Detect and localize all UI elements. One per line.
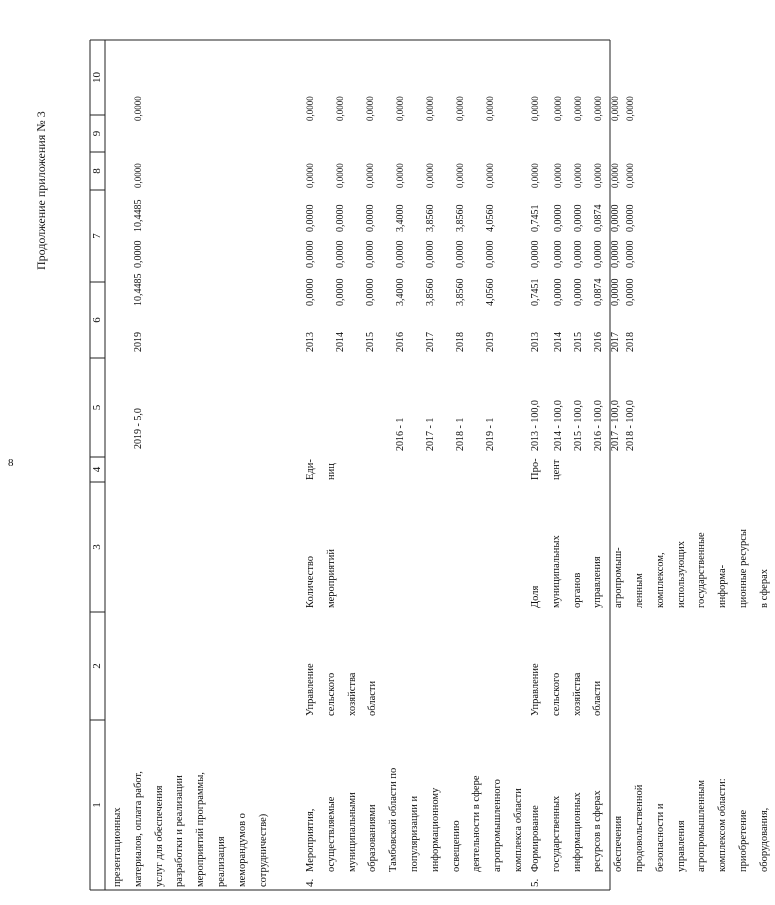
- row5-col8: 0,0000: [610, 204, 621, 232]
- cont-col1-line: сотрудничестве): [257, 813, 269, 887]
- row4-col2-line: сельского: [325, 672, 337, 716]
- row5-col1-line: информационных: [571, 792, 583, 872]
- row4-col7: 0,0000: [425, 240, 436, 268]
- row5-col3-line: ционные ресурсы: [738, 529, 749, 608]
- header-cell-3: 3: [91, 544, 103, 550]
- row5-col4-line: Про-: [530, 458, 541, 480]
- row4-col1-line: Тамбовской области по: [388, 767, 400, 872]
- row4-col9: 0,0000: [455, 163, 465, 188]
- row4-col1-line: освещению: [450, 820, 462, 872]
- row5-total: 0,0000: [610, 278, 621, 306]
- row4-col8: 3,8560: [425, 204, 436, 232]
- cont-col1-line: меморандумов о: [236, 813, 248, 887]
- row4-col9: 0,0000: [485, 163, 495, 188]
- row5-col8: 0,0000: [625, 204, 636, 232]
- row5-col8: 0,7451: [530, 204, 541, 232]
- row5-col9: 0,0000: [593, 163, 603, 188]
- row4-total: 0,0000: [305, 278, 316, 306]
- row5-col8: 0,0874: [593, 204, 604, 232]
- row5-col1-line: Формирование: [530, 805, 541, 872]
- cont-col1-line: услуг для обеспечения: [153, 785, 165, 887]
- row5-col9: 0,0000: [553, 163, 563, 188]
- row4-col2-line: Управление: [305, 663, 316, 716]
- row5-target: 2017 - 100,0: [610, 400, 621, 451]
- row4-col7: 0,0000: [395, 240, 406, 268]
- row4-col8: 4,0560: [485, 204, 496, 232]
- header-cell-1: 1: [91, 802, 103, 808]
- row5-target: 2015 - 100,0: [573, 400, 584, 451]
- header-cell-2: 2: [91, 663, 103, 669]
- row5-year: 2018: [625, 332, 636, 352]
- row4-col1-line: комплекса области: [513, 788, 524, 872]
- header-cell-9: 9: [91, 130, 103, 137]
- row5-col7: 0,0000: [625, 240, 636, 268]
- row4-col3-line: мероприятий: [325, 549, 337, 608]
- row4-col8: 3,8560: [455, 204, 466, 232]
- row4-col9: 0,0000: [335, 163, 345, 188]
- row4-col1-line: деятельности в сфере: [471, 775, 483, 872]
- row4-target: 2019 - 1: [485, 417, 496, 451]
- row4-col10: 0,0000: [395, 96, 405, 121]
- row4-col10: 0,0000: [425, 96, 435, 121]
- header-cell-8: 8: [91, 168, 103, 174]
- row4-col4-line: ниц: [325, 463, 337, 480]
- row4-col10: 0,0000: [335, 96, 345, 121]
- row4-target: 2017 - 1: [425, 417, 436, 451]
- row4-col7: 0,0000: [365, 240, 376, 268]
- cont-col1-line: мероприятий программы,: [195, 772, 207, 887]
- row5-col7: 0,0000: [593, 240, 604, 268]
- row4-col10: 0,0000: [455, 96, 465, 121]
- row5-col9: 0,0000: [530, 163, 540, 188]
- row5-col3-line: управления: [592, 556, 604, 608]
- row4-total: 0,0000: [365, 278, 376, 306]
- row5-col9: 0,0000: [573, 163, 583, 188]
- row4-col1-line: осуществляемые: [325, 796, 337, 872]
- row4-col7: 0,0000: [485, 240, 496, 268]
- row5-col7: 0,0000: [530, 240, 541, 268]
- row5-target: 2018 - 100,0: [625, 400, 636, 451]
- row4-col9: 0,0000: [425, 163, 435, 188]
- row4-year: 2018: [455, 332, 466, 352]
- row4-col4-line: Еди-: [305, 459, 316, 480]
- row5-col7: 0,0000: [573, 240, 584, 268]
- row5-col10: 0,0000: [625, 96, 635, 121]
- row5-number: 5.: [529, 878, 541, 887]
- row4-total: 3,4000: [395, 278, 406, 306]
- row5-col1-line: государственных: [550, 795, 562, 872]
- row4-year: 2014: [335, 332, 346, 352]
- cont-col10: 0,0000: [133, 163, 143, 188]
- row5-target: 2016 - 100,0: [593, 400, 604, 451]
- cont-col7: 10,4485: [133, 273, 144, 306]
- row4-total: 3,8560: [455, 278, 466, 306]
- header-cell-10: 10: [91, 72, 103, 83]
- row5-col1-line: управления: [675, 820, 687, 872]
- row4-col9: 0,0000: [305, 163, 315, 188]
- appendix-title: Продолжение приложения № 3: [34, 111, 48, 270]
- row4-col8: 0,0000: [305, 204, 316, 232]
- row5-year: 2017: [610, 332, 621, 352]
- row4-col1-line: популяризации и: [409, 795, 420, 872]
- row4-col10: 0,0000: [485, 96, 495, 121]
- row4-total: 3,8560: [425, 278, 436, 306]
- row5-col2-line: хозяйства: [571, 672, 583, 716]
- row5-col8: 0,0000: [573, 204, 584, 232]
- row4-col1-line: муниципальными: [346, 792, 358, 872]
- row4-col1-line: Мероприятия,: [305, 808, 316, 872]
- row5-total: 0,0874: [593, 278, 604, 306]
- row4-col10: 0,0000: [305, 96, 315, 121]
- row5-target: 2014 - 100,0: [553, 400, 564, 451]
- row4-col2-line: области: [367, 680, 379, 716]
- row5-total: 0,0000: [573, 278, 584, 306]
- row5-col1-line: агропромышленным: [696, 779, 708, 872]
- row5-col3-line: органов: [571, 572, 583, 608]
- row4-year: 2013: [305, 332, 316, 352]
- header-cell-5: 5: [91, 404, 103, 411]
- row5-col3-line: информа-: [717, 564, 729, 608]
- row4-target: 2018 - 1: [455, 417, 466, 451]
- row4-col10: 0,0000: [365, 96, 375, 121]
- row5-col3-line: в сферах: [758, 569, 770, 608]
- row4-col3-line: Количество: [305, 555, 316, 608]
- row4-target: 2016 - 1: [395, 417, 406, 451]
- row5-col10: 0,0000: [593, 96, 603, 121]
- row4-col1-line: информационному: [429, 787, 441, 872]
- cont-col1-line: презентационных: [112, 807, 123, 887]
- row5-col3-line: использующих: [675, 540, 687, 608]
- row4-col1-line: агропромышленного: [492, 779, 504, 872]
- row4-year: 2015: [365, 332, 376, 352]
- cont-col9: 10,4485: [133, 199, 144, 232]
- row5-col3-line: Доля: [530, 585, 541, 608]
- row5-col7: 0,0000: [553, 240, 564, 268]
- row5-total: 0,7451: [530, 278, 541, 306]
- row5-col9: 0,0000: [625, 163, 635, 188]
- cont-col1-line: разработки и реализации: [174, 775, 186, 887]
- header-cell-7: 7: [91, 233, 103, 239]
- row5-col2-line: Управление: [530, 663, 541, 716]
- row4-total: 0,0000: [335, 278, 346, 306]
- row5-col1-line: оборудования,: [758, 807, 770, 872]
- row5-col1-line: продовольственной: [634, 784, 645, 872]
- row5-col1-line: комплексом области:: [717, 778, 729, 872]
- row5-col4-line: цент: [550, 459, 562, 480]
- row5-col1-line: безопасности и: [654, 803, 666, 872]
- row5-col9: 0,0000: [610, 163, 620, 188]
- cont-col1-line: материалов, оплата работ,: [132, 771, 144, 887]
- row5-year: 2016: [593, 332, 604, 352]
- row5-col10: 0,0000: [553, 96, 563, 121]
- row5-col1-line: обеспечения: [613, 815, 625, 872]
- row4-year: 2017: [425, 332, 436, 352]
- row5-year: 2013: [530, 332, 541, 352]
- row4-total: 4,0560: [485, 278, 496, 306]
- row5-col10: 0,0000: [530, 96, 540, 121]
- page-number: 8: [8, 457, 14, 469]
- row5-total: 0,0000: [625, 278, 636, 306]
- cont-col1-line: реализация: [216, 836, 227, 887]
- row5-target: 2013 - 100,0: [530, 400, 541, 451]
- row5-col3-line: государственные: [696, 532, 708, 608]
- row4-year: 2019: [485, 332, 496, 352]
- row4-col1-line: образованиями: [367, 804, 379, 872]
- row5-col2-line: области: [592, 680, 604, 716]
- row4-col9: 0,0000: [395, 163, 405, 188]
- row4-col7: 0,0000: [455, 240, 466, 268]
- row5-col7: 0,0000: [610, 240, 621, 268]
- header-cell-6: 6: [91, 317, 103, 323]
- row5-col2-line: сельского: [550, 672, 562, 716]
- row4-year: 2016: [395, 332, 406, 352]
- row5-col3-line: комплексом,: [654, 552, 666, 608]
- row4-col8: 0,0000: [335, 204, 346, 232]
- row4-col8: 3,4000: [395, 204, 406, 232]
- row5-col10: 0,0000: [610, 96, 620, 121]
- cont-col11: 0,0000: [133, 96, 143, 121]
- row4-col7: 0,0000: [335, 240, 346, 268]
- row5-col3-line: агропромыш-: [613, 547, 625, 608]
- row5-col8: 0,0000: [553, 204, 564, 232]
- row5-col1-line: ресурсов в сферах: [592, 790, 604, 872]
- row5-total: 0,0000: [553, 278, 564, 306]
- cont-col8: 0,0000: [133, 240, 144, 268]
- row4-number: 4.: [304, 878, 316, 887]
- row5-year: 2014: [553, 332, 564, 352]
- row5-col3-line: муниципальных: [550, 535, 562, 608]
- header-cell-4: 4: [91, 466, 103, 473]
- row4-col7: 0,0000: [305, 240, 316, 268]
- row4-col2-line: хозяйства: [346, 672, 358, 716]
- row5-col10: 0,0000: [573, 96, 583, 121]
- row5-col1-line: приобретение: [738, 809, 749, 872]
- row4-col8: 0,0000: [365, 204, 376, 232]
- cont-target: 2019 - 5,0: [133, 408, 144, 449]
- row4-col9: 0,0000: [365, 163, 375, 188]
- row5-col3-line: ленным: [634, 573, 645, 608]
- row5-year: 2015: [573, 332, 584, 352]
- cont-year: 2019: [133, 332, 144, 352]
